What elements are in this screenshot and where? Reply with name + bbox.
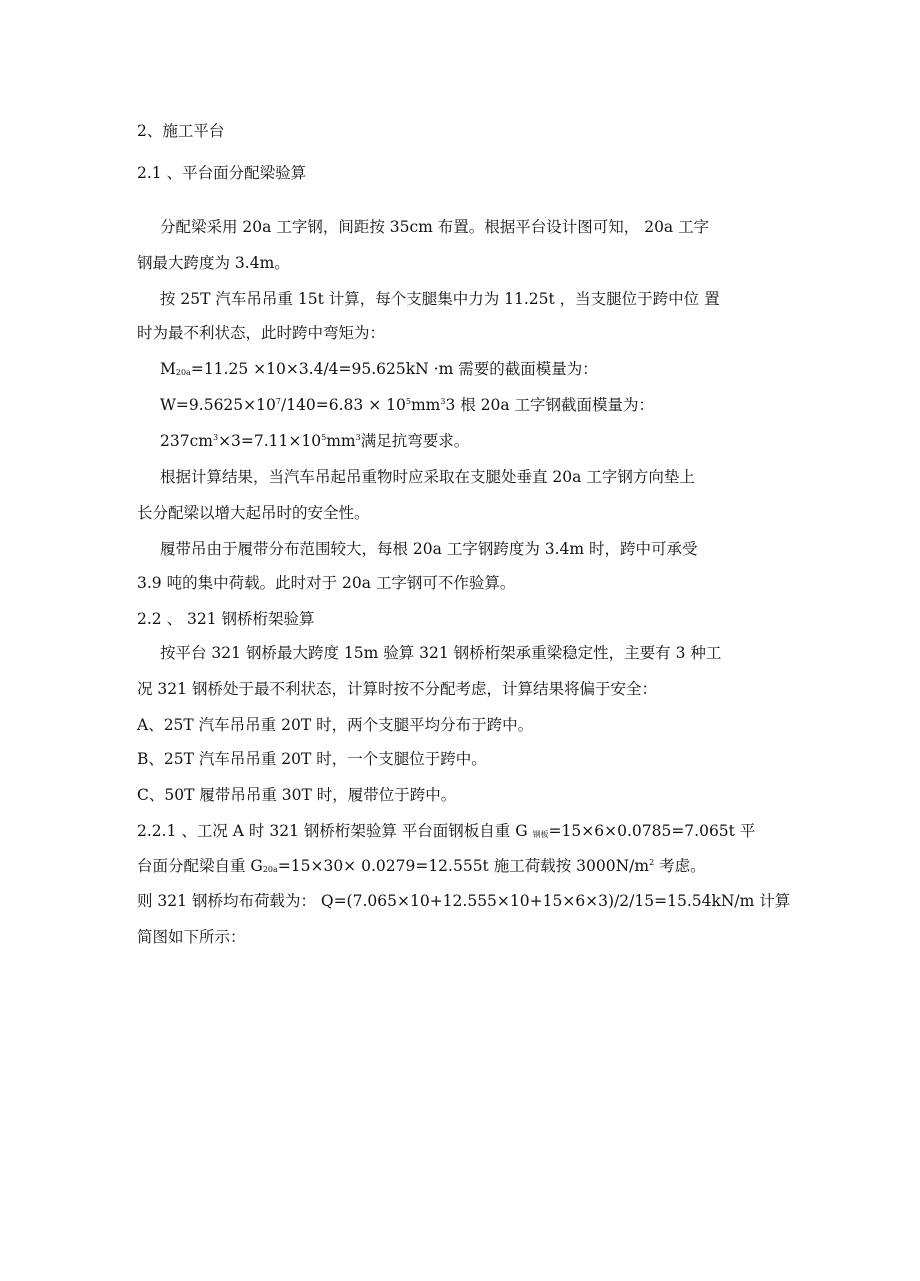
paragraph-4-line-2: 3.9 吨的集中荷载。此时对于 20a 工字钢可不作验算。 [137,574,516,592]
formula-section-modulus: $W=9.5625\times 10^7/140=6.83 \times 10^5mm^33$ 根 20a 工字钢截面模量为： [160,396,655,414]
formula-check: $237cm^3\times 3=7.11\times 10^5mm^3$满足抗弯要求。 [160,432,470,450]
paragraph-6-line-1: 2.2.1 、工况 A 时 321 钢桥桁架验算 平台面钢板自重 G $_{钢板}$=15×6×0.0785=7.065t 平 [137,822,756,840]
case-c: C、50T 履带吊吊重 30T 时，履带位于跨中。 [137,786,457,804]
paragraph-3-line-2: 长分配梁以增大起吊时的安全性。 [137,504,370,522]
section-heading-2: 2、施工平台 [137,122,225,140]
paragraph-2-line-2: 时为最不利状态，此时跨中弯矩为： [137,324,386,342]
paragraph-7-line-2: 简图如下所示： [137,928,246,946]
paragraph-3-line-1: 根据计算结果，当汽车吊起吊重物时应采取在支腿处垂直 20a 工字钢方向垫上 [160,468,695,486]
paragraph-2-line-1: 按 25T 汽车吊吊重 15t 计算，每个支腿集中力为 11.25t ，当支腿位于跨中位 置 [160,290,720,308]
section-heading-2-1: 2.1 、平台面分配梁验算 [137,164,307,182]
formula-moment: $M_{20a}=11.25 \times 10\times 3.4/4=95.625kN \cdot m$ 需要的截面模量为： [160,360,598,378]
paragraph-5-line-1: 按平台 321 钢桥最大跨度 15m 验算 321 钢桥桁架承重梁稳定性，主要有 3 种工 [160,644,722,662]
section-heading-2-2: 2.2 、 321 钢桥桁架验算 [137,610,315,628]
paragraph-5-line-2: 况 321 钢桥处于最不利状态，计算时按不分配考虑，计算结果将偏于安全： [137,680,657,698]
paragraph-6-line-2: 台面分配梁自重 $G_{20a}=15\times 30\times 0.0279=12.555t$ 施工荷载按 $3000N/m^2$ 考虑。 [137,857,706,875]
paragraph-4-line-1: 履带吊由于履带分布范围较大，每根 20a 工字钢跨度为 3.4m 时，跨中可承受 [160,540,698,558]
paragraph-1-line-1: 分配梁采用 20a 工字钢，间距按 35cm 布置。根据平台设计图可知， 20a 工字 [160,218,710,236]
case-a: A、25T 汽车吊吊重 20T 时，两个支腿平均分布于跨中。 [137,716,534,734]
paragraph-1-line-2: 钢最大跨度为 3.4m。 [137,254,290,272]
paragraph-7-line-1: 则 321 钢桥均布荷载为： Q=(7.065×10+12.555×10+15×6×3)/2/15=15.54kN/m 计算 [137,892,791,910]
case-b: B、25T 汽车吊吊重 20T 时，一个支腿位于跨中。 [137,750,487,768]
